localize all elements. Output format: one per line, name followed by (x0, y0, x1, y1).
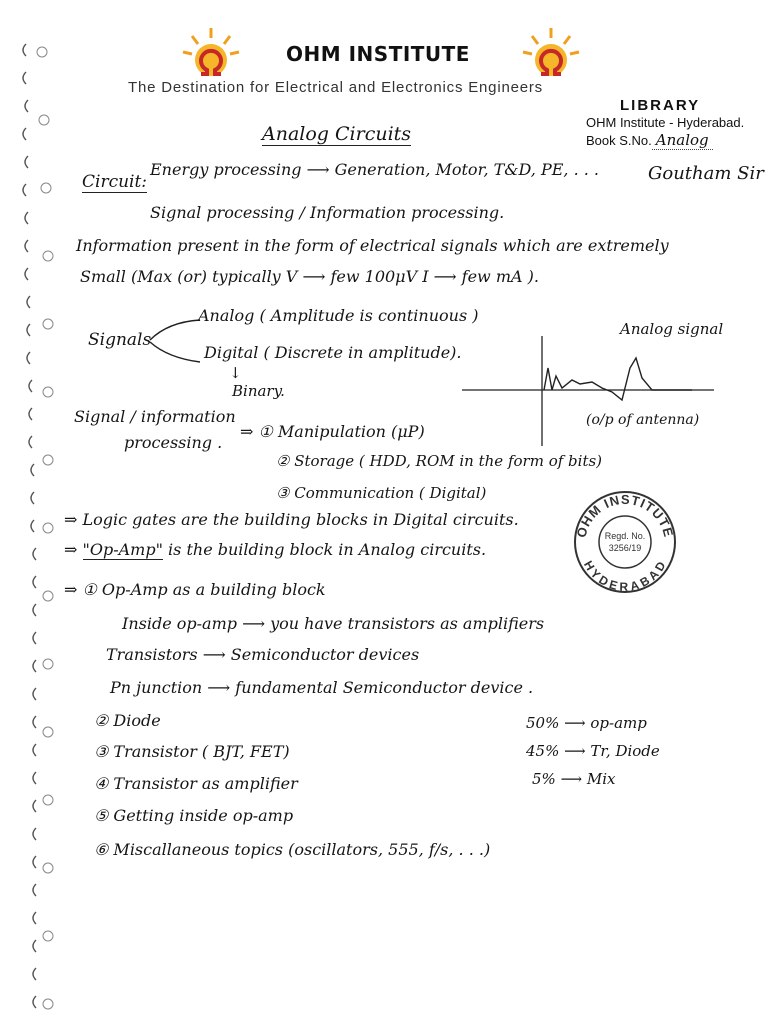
sip-label-line-2: processing . (124, 433, 223, 452)
sun-omega-logo-right (520, 26, 582, 84)
book-number-line (586, 131, 744, 149)
analog-definition: Analog ( Amplitude is continuous ) (198, 306, 479, 325)
item-6-misc-topics: ⑥ Miscallaneous topics (oscillators, 555, f/s, . . .) (94, 840, 491, 859)
stamp-regd-number: 3256/19 (608, 543, 642, 553)
logic-gates-line: ⇒ Logic gates are the building blocks in Digital circuits. (64, 510, 519, 529)
item-3-transistor: ③ Transistor ( BJT, FET) (94, 742, 290, 761)
weight-opamp: 50% ⟶ op-amp (526, 714, 647, 732)
opamp-word: "Op-Amp" (82, 540, 163, 559)
sip-label-line-1: Signal / information (74, 407, 236, 426)
library-location: OHM Institute - Hyderabad. (586, 115, 745, 130)
opamp-line: ⇒ "Op-Amp" is the building block in Analog circuits. (64, 540, 487, 559)
item-4-transistor-amplifier: ④ Transistor as amplifier (94, 774, 298, 793)
energy-processing-line: Energy processing ⟶ Generation, Motor, T&D, PE, . . . (150, 160, 600, 179)
weight-transistor-diode: 45% ⟶ Tr, Diode (526, 742, 660, 760)
institute-tagline: The Destination for Electrical and Electronics Engineers (128, 79, 543, 96)
library-block (586, 97, 744, 149)
opamp-line-rest: is the building block in Analog circuits. (162, 540, 487, 559)
stamp-top-text: OHM INSTITUTE (573, 491, 677, 540)
item-5-inside-opamp: ⑤ Getting inside op-amp (94, 806, 294, 825)
institute-name: OHM INSTITUTE (286, 42, 470, 66)
analog-signal-sketch (462, 328, 720, 448)
binder-holes-decoration (18, 30, 54, 1020)
pn-junction-line: Pn junction ⟶ fundamental Semiconductor device . (110, 678, 534, 697)
sun-omega-logo-left (180, 26, 242, 84)
notes-title: Analog Circuits (262, 123, 412, 145)
signals-branch-arrows (148, 312, 204, 368)
sip-manipulation: ⇒ ① Manipulation (μP) (240, 422, 425, 441)
signal-processing-line: Signal processing / Information processing. (150, 203, 505, 222)
library-label: LIBRARY (620, 97, 701, 114)
institute-stamp (571, 488, 679, 596)
book-label: Book S.No. (586, 133, 652, 148)
sip-communication: ③ Communication ( Digital) (276, 484, 487, 502)
circuit-label: Circuit: (82, 172, 148, 192)
sip-storage: ② Storage ( HDD, ROM in the form of bits) (276, 452, 603, 470)
graph-label: Analog signal (620, 320, 724, 338)
digital-definition: Digital ( Discrete in amplitude). (204, 343, 462, 362)
transistors-line: Transistors ⟶ Semiconductor devices (106, 645, 420, 664)
weight-mix: 5% ⟶ Mix (532, 770, 616, 788)
signals-label: Signals (88, 330, 152, 350)
book-value: Analog (652, 131, 713, 150)
item-2-diode: ② Diode (94, 711, 161, 730)
svg-text:HYDERABAD (581, 558, 669, 594)
item-1-opamp: ⇒ ① Op-Amp as a building block (64, 580, 326, 599)
author-name: Goutham Sir (648, 163, 764, 184)
binary-label: Binary. (232, 382, 285, 400)
information-line-2: Small (Max (or) typically V ⟶ few 100μV I ⟶ few mA ). (80, 267, 539, 286)
graph-caption: (o/p of antenna) (586, 412, 700, 428)
information-line-1: Information present in the form of electrical signals which are extremely (76, 236, 669, 255)
stamp-regd-label: Regd. No. (604, 531, 646, 541)
binary-arrow: ↓ (229, 364, 242, 382)
inside-opamp-line: Inside op-amp ⟶ you have transistors as amplifiers (122, 614, 545, 633)
stamp-bottom-text: HYDERABAD (580, 558, 670, 594)
